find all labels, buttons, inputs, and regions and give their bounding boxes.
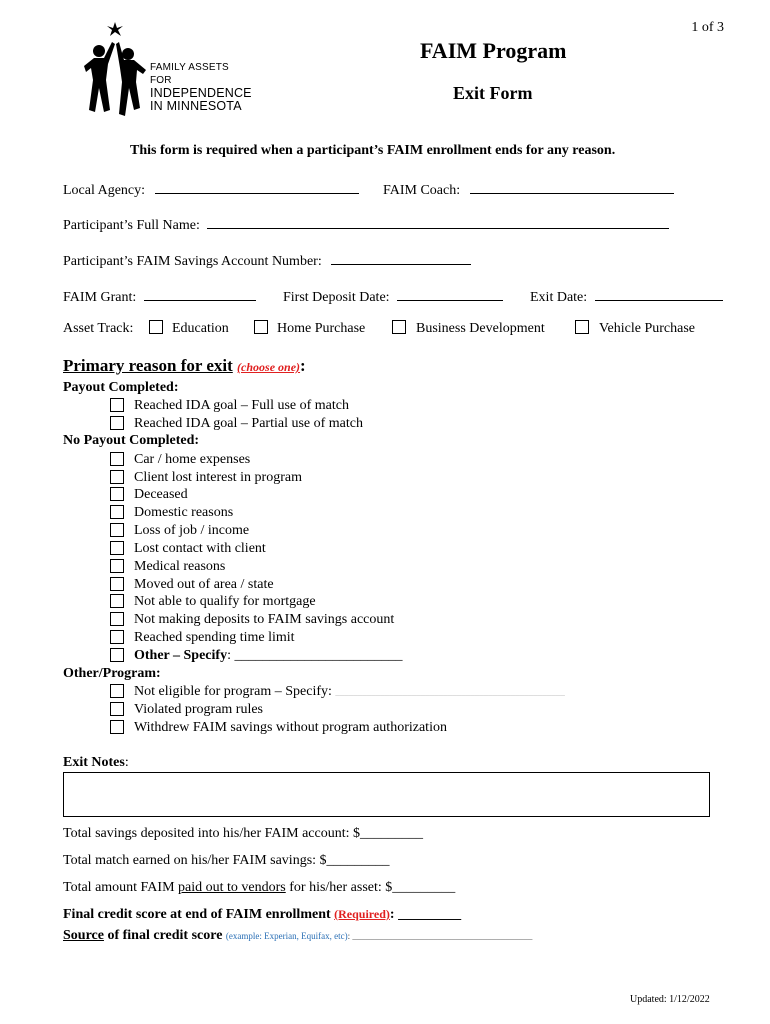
faim-coach-field[interactable] xyxy=(470,179,674,194)
final-credit-field[interactable]: : _________ xyxy=(389,907,462,922)
reason-checkbox[interactable] xyxy=(110,684,124,698)
final-credit-label: Final credit score at end of FAIM enrollment xyxy=(63,907,331,922)
reason-checkbox[interactable] xyxy=(110,398,124,412)
total-deposited-field[interactable]: Total savings deposited into his/her FAIM account: $_________ xyxy=(63,826,423,841)
reason-label: Lost contact with client xyxy=(134,541,266,556)
choose-one-note: (choose one) xyxy=(237,360,301,374)
grant-field[interactable] xyxy=(144,286,256,301)
reason-label: Violated program rules xyxy=(134,702,264,717)
logo-line-3: IN MINNESOTA xyxy=(150,98,242,113)
primary-reason-heading: Primary reason for exit (choose one): xyxy=(63,356,306,375)
other-specify-row xyxy=(134,648,402,664)
reason-label: Car / home expenses xyxy=(134,452,251,467)
not-eligible-specify-field[interactable]: ___________________________________________________ xyxy=(335,687,565,697)
first-deposit-field[interactable] xyxy=(397,286,503,301)
reason-checkbox[interactable] xyxy=(110,612,124,626)
business-development-label: Business Development xyxy=(416,321,545,336)
grant-label: FAIM Grant: xyxy=(63,290,137,305)
exit-notes-heading: Exit Notes: xyxy=(63,755,129,770)
reason-checkbox[interactable] xyxy=(110,702,124,716)
reason-label: Withdrew FAIM savings without program authorization xyxy=(134,720,447,735)
reason-label: Not able to qualify for mortgage xyxy=(134,594,316,609)
other-program-label: Other/Program: xyxy=(63,666,161,681)
reason-checkbox[interactable] xyxy=(110,505,124,519)
first-deposit-label: First Deposit Date: xyxy=(283,290,390,305)
reason-label: Domestic reasons xyxy=(134,505,234,520)
required-note: (Required) xyxy=(334,907,390,921)
full-name-label: Participant’s Full Name: xyxy=(63,218,200,233)
reason-label: Reached IDA goal – Partial use of match xyxy=(134,416,363,431)
primary-reason-label: Primary reason for exit xyxy=(63,356,233,375)
exit-notes-label: Exit Notes xyxy=(63,755,125,770)
other-specify-checkbox[interactable] xyxy=(110,648,124,662)
no-payout-completed-label: No Payout Completed: xyxy=(63,433,200,448)
exit-date-field[interactable] xyxy=(595,286,723,301)
reason-label: Loss of job / income xyxy=(134,523,250,538)
reason-checkbox[interactable] xyxy=(110,470,124,484)
reason-label: Not making deposits to FAIM savings account xyxy=(134,612,395,627)
credit-source-field[interactable]: : ________________________________________ xyxy=(347,931,533,941)
final-credit-row xyxy=(63,907,461,923)
reason-label: Medical reasons xyxy=(134,559,226,574)
credit-source-row: Source of final credit score (example: Experian, Equifax, etc): ________________________________________ xyxy=(63,928,533,943)
people-figures-icon xyxy=(82,20,152,120)
total-paid-field[interactable]: for his/her asset: $_________ xyxy=(285,880,456,895)
page-number: 1 of 3 xyxy=(691,20,724,35)
asset-track-label: Asset Track: xyxy=(63,321,134,336)
vehicle-purchase-label: Vehicle Purchase xyxy=(599,321,696,336)
logo-line-2: INDEPENDENCE xyxy=(150,86,252,100)
other-specify-field[interactable]: : ________________________ xyxy=(227,648,403,663)
reason-checkbox[interactable] xyxy=(110,559,124,573)
reason-checkbox[interactable] xyxy=(110,541,124,555)
page-title: FAIM Program xyxy=(420,38,567,63)
total-paid-row: Total amount FAIM paid out to vendors for his/her asset: $_________ xyxy=(63,880,456,895)
reason-checkbox[interactable] xyxy=(110,720,124,734)
reason-checkbox[interactable] xyxy=(110,487,124,501)
local-agency-label: Local Agency: xyxy=(63,183,146,198)
home-purchase-checkbox[interactable] xyxy=(254,320,268,334)
payout-completed-label: Payout Completed: xyxy=(63,380,179,395)
reason-checkbox[interactable] xyxy=(110,594,124,608)
page-subtitle: Exit Form xyxy=(453,83,533,103)
full-name-field[interactable] xyxy=(207,214,669,229)
business-development-checkbox[interactable] xyxy=(392,320,406,334)
reason-checkbox[interactable] xyxy=(110,452,124,466)
reason-label: Not eligible for program – Specify: xyxy=(134,684,332,699)
education-label: Education xyxy=(172,321,229,336)
reason-label: Moved out of area / state xyxy=(134,577,274,592)
education-checkbox[interactable] xyxy=(149,320,163,334)
exit-notes-textarea[interactable] xyxy=(63,772,710,817)
total-match-field[interactable]: Total match earned on his/her FAIM savings: $_________ xyxy=(63,853,390,868)
logo-line-1: FAMILY ASSETS FOR xyxy=(150,62,229,86)
faim-logo xyxy=(82,20,252,120)
local-agency-field[interactable] xyxy=(155,179,359,194)
intro-text: This form is required when a participant’s FAIM enrollment ends for any reason. xyxy=(130,143,616,158)
reason-label: Client lost interest in program xyxy=(134,470,302,485)
reason-label: Reached spending time limit xyxy=(134,630,295,645)
credit-source-hint: (example: Experian, Equifax, etc) xyxy=(225,931,348,941)
home-purchase-label: Home Purchase xyxy=(277,321,366,336)
other-specify-label: Other – Specify xyxy=(134,648,228,663)
reason-checkbox[interactable] xyxy=(110,577,124,591)
reason-checkbox[interactable] xyxy=(110,630,124,644)
savings-account-field[interactable] xyxy=(331,250,471,265)
updated-date: Updated: 1/12/2022 xyxy=(630,994,710,1005)
vehicle-purchase-checkbox[interactable] xyxy=(575,320,589,334)
reason-checkbox[interactable] xyxy=(110,416,124,430)
faim-coach-label: FAIM Coach: xyxy=(383,183,461,198)
reason-label: Deceased xyxy=(134,487,188,502)
reason-label: Reached IDA goal – Full use of match xyxy=(134,398,350,413)
exit-date-label: Exit Date: xyxy=(530,290,588,305)
reason-checkbox[interactable] xyxy=(110,523,124,537)
savings-account-label: Participant’s FAIM Savings Account Number: xyxy=(63,254,322,269)
